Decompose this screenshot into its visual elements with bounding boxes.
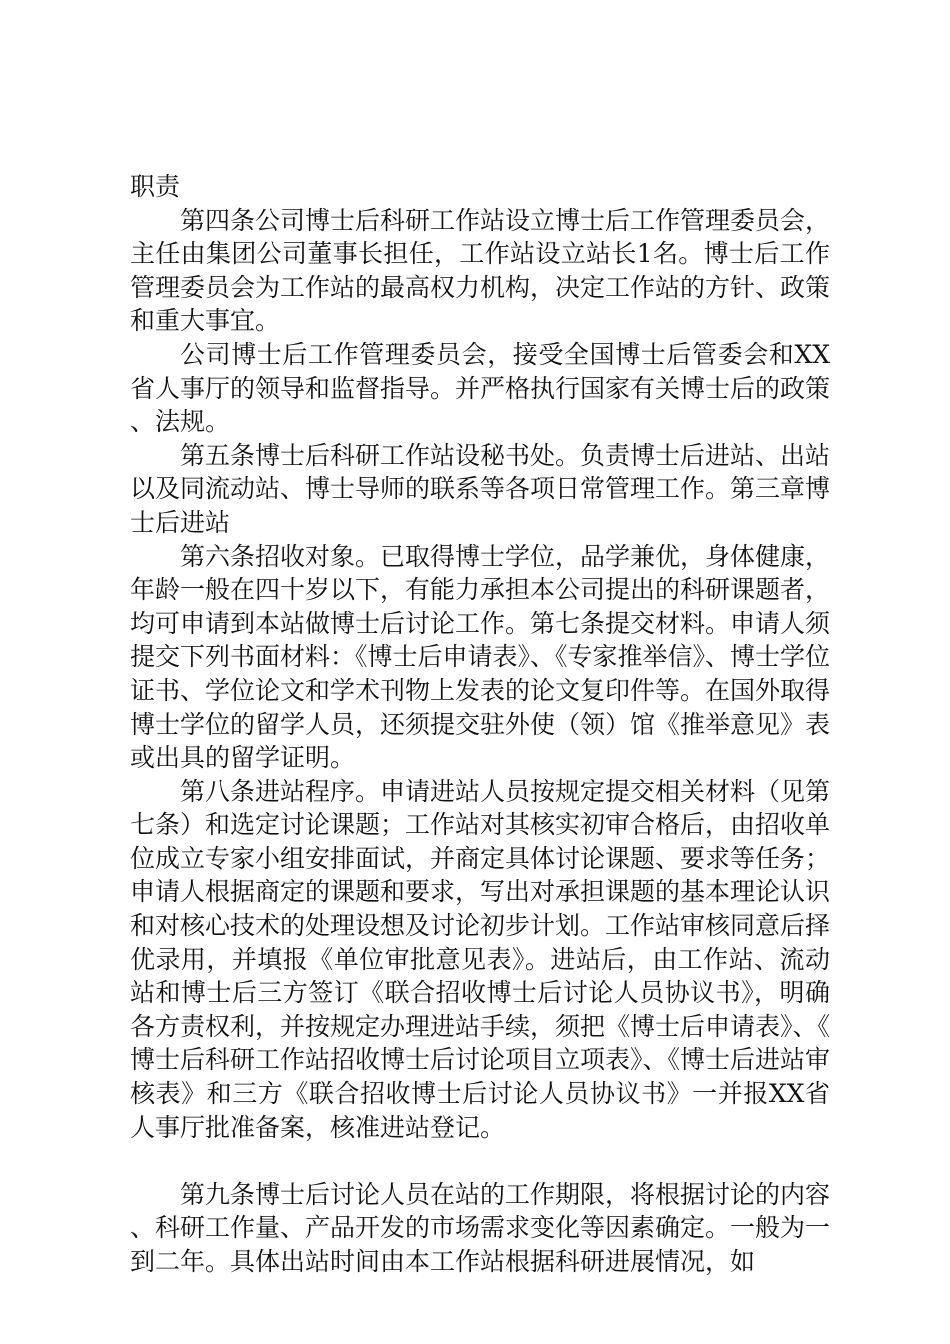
paragraph-committee: 公司博士后工作管理委员会，接受全国博士后管委会和XX省人事厅的领导和监督指导。并严格执行国家有关博士后的政策、法规。 <box>130 339 831 437</box>
paragraph-heading: 职责 <box>130 172 181 201</box>
paragraph-article-8: 第八条进站程序。申请进站人员按规定提交相关材料（见第七条）和选定讨论课题；工作站对其核实初审合格后，由招收单位成立专家小组安排面试，并商定具体讨论课题、要求等任务；申请人根据商定的课题和要求，写出对承担课题的基本理论认识和对核心技术的处理设想及讨论初步计划。工作站审核同意后择优录用，并填报《单位审批意见表》。进站后，由工作站、流动站和博士后三方签订《联合招收博士后讨论人员协议书》，明确各方责权利，并按规定办理进站手续，须把《博士后申请表》、《博士后科研工作站招收博士后讨论项目立项表》、《博士后进站审核表》和三方《联合招收博士后讨论人员协议书》一并报XX省人事厅批准备案，核准进站登记。 <box>130 776 831 1142</box>
paragraph-article-4: 第四条公司博士后科研工作站设立博士后工作管理委员会，主任由集团公司董事长担任，工作站设立站长1名。博士后工作管理委员会为工作站的最高权力机构，决定工作站的方针、政策和重大事宜。 <box>130 205 831 336</box>
document-body <box>130 170 830 1279</box>
paragraph-article-6: 第六条招收对象。已取得博士学位，品学兼优，身体健康，年龄一般在四十岁以下，有能力承担本公司提出的科研课题者，均可申请到本站做博士后讨论工作。第七条提交材料。申请人须提交下列书面材料：《博士后申请表》、《专家推举信》、博士学位证书、学位论文和学术刊物上发表的论文复印件等。在国外取得博士学位的留学人员，还须提交驻外使（领）馆《推举意见》表或出具的留学证明。 <box>130 541 831 773</box>
paragraph-article-9: 第九条博士后讨论人员在站的工作期限，将根据讨论的内容、科研工作量、产品开发的市场需求变化等因素确定。一般为一到二年。具体出站时间由本工作站根据科研进展情况，如 <box>130 1179 831 1276</box>
paragraph-article-5: 第五条博士后科研工作站设秘书处。负责博士后进站、出站以及同流动站、博士导师的联系等各项日常管理工作。第三章博士后进站 <box>130 440 831 537</box>
